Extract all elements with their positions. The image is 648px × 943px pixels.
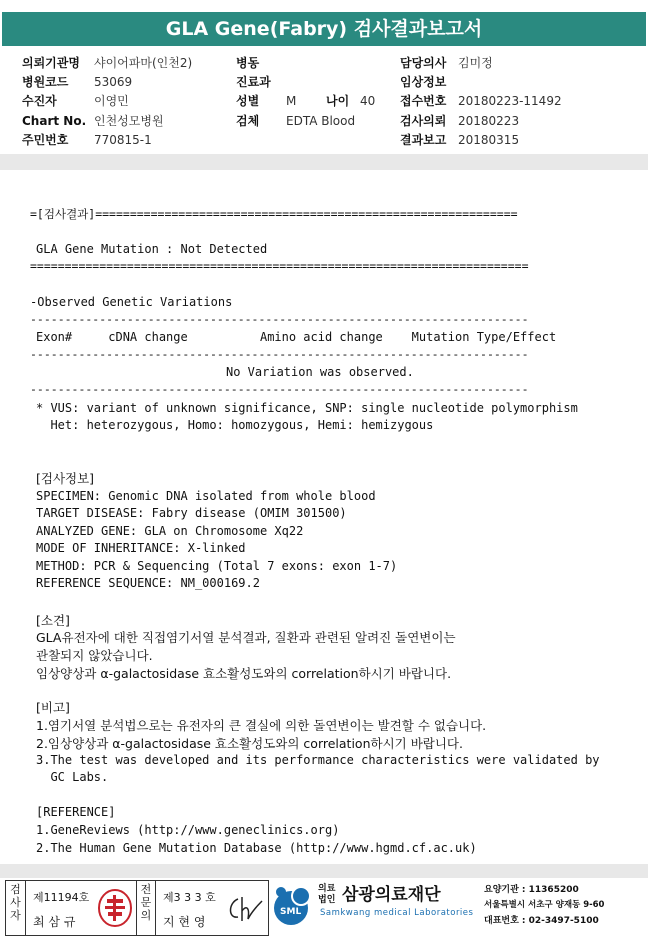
info-line: METHOD: PCR & Sequencing (Total 7 exons: exon 1-7) xyxy=(36,559,398,573)
specialist-label: 전문의 xyxy=(136,881,156,935)
info-row xyxy=(400,73,458,91)
info-row xyxy=(22,131,152,149)
variation-table-header: Exon# cDNA change Amino acid change Mutation Type/Effect xyxy=(36,330,557,344)
info-row xyxy=(400,92,562,110)
info-row xyxy=(22,73,132,91)
info-value: EDTA Blood xyxy=(286,114,356,128)
info-value: 53069 xyxy=(94,75,133,89)
info-line: TARGET DISEASE: Fabry disease (OMIM 301500) xyxy=(36,506,347,520)
info-row xyxy=(22,54,192,72)
info-label: 의뢰기관명 xyxy=(22,56,80,70)
section-header-opinion: [소견] xyxy=(36,613,70,628)
section-header-note: [비고] xyxy=(36,700,70,715)
report-title: GLA Gene(Fabry) 검사결과보고서 xyxy=(2,12,646,46)
dash-rule: ------------------------------------------------------------------------ xyxy=(30,312,529,326)
report-body xyxy=(0,170,648,864)
double-rule: ======================================================================== xyxy=(30,259,529,273)
info-line: REFERENCE SEQUENCE: NM_000169.2 xyxy=(36,576,260,590)
opinion-line: GLA유전자에 대한 직접염기서열 분석결과, 질환과 관련된 알려진 돌연변이는 xyxy=(36,630,456,645)
opinion-line: 임상양상과 α-galactosidase 효소활성도와의 correlation하시기 바랍니다. xyxy=(36,666,452,681)
examiner-label: 검사자 xyxy=(6,881,26,935)
footnote: Het: heterozygous, Homo: homozygous, Hemi: hemizygous xyxy=(36,418,434,432)
org-prefix-2: 법인 xyxy=(318,895,336,905)
info-row xyxy=(236,54,286,72)
mutation-result: GLA Gene Mutation : Not Detected xyxy=(36,242,268,256)
note-line: 3.The test was developed and its performance characteristics were validated by xyxy=(36,753,600,767)
reference-line: 2.The Human Gene Mutation Database (http://www.hgmd.cf.ac.uk) xyxy=(36,841,477,855)
examiner-seal-icon xyxy=(96,887,134,929)
info-line: MODE OF INHERITANCE: X-linked xyxy=(36,541,246,555)
org-address: 서울특별시 서초구 양재동 9-60 xyxy=(484,900,605,910)
specialist-signature-icon xyxy=(224,891,264,927)
info-line: ANALYZED GENE: GLA on Chromosome Xq22 xyxy=(36,524,304,538)
sml-logo-text: SML xyxy=(280,907,302,917)
reference-line: 1.GeneReviews (http://www.geneclinics.org) xyxy=(36,823,340,837)
info-label: Chart No. xyxy=(22,114,87,128)
info-label: 주민번호 xyxy=(22,133,69,147)
dash-rule: ------------------------------------------------------------------------ xyxy=(30,347,529,361)
info-value: 샤이어파마(인천2) xyxy=(94,56,193,70)
info-value: 20180315 xyxy=(458,133,520,147)
note-line: 1.염기서열 분석법으로는 유전자의 큰 결실에 의한 돌연변이는 발견할 수 없습니다. xyxy=(36,718,487,733)
info-label: 수진자 xyxy=(22,94,57,108)
info-value: 김미정 xyxy=(458,56,493,70)
info-label: 검체 xyxy=(236,114,260,128)
report-footer xyxy=(0,878,648,943)
dash-rule: ------------------------------------------------------------------------ xyxy=(30,382,529,396)
info-label: 병원코드 xyxy=(22,75,69,89)
sml-logo-icon xyxy=(271,882,315,930)
info-value: 20180223 xyxy=(458,114,520,128)
section-header-reference: [REFERENCE] xyxy=(36,805,116,819)
org-phone: 대표번호 : 02-3497-5100 xyxy=(484,916,599,926)
info-row xyxy=(400,131,519,149)
info-row xyxy=(22,112,164,130)
specialist-license: 제3 3 3 호 xyxy=(163,891,216,904)
info-row xyxy=(236,73,286,91)
info-label: 진료과 xyxy=(236,75,271,89)
info-label: 접수번호 xyxy=(400,94,447,108)
info-label: 결과보고 xyxy=(400,133,447,147)
info-value: 인천성모병원 xyxy=(94,114,164,128)
info-line: SPECIMEN: Genomic DNA isolated from whole blood xyxy=(36,489,376,503)
info-label: 병동 xyxy=(236,56,260,70)
info-value: 20180223-11492 xyxy=(458,94,562,108)
title-bar xyxy=(0,0,648,52)
info-row xyxy=(22,92,129,110)
footer-separator xyxy=(0,864,648,878)
info-row xyxy=(236,92,296,110)
info-value: 이영민 xyxy=(94,94,129,108)
info-row xyxy=(400,112,519,130)
age-label: 나이 xyxy=(326,94,350,108)
info-value: 770815-1 xyxy=(94,133,152,147)
org-name: 삼광의료재단 xyxy=(342,885,441,905)
info-label: 담당의사 xyxy=(400,56,447,70)
info-label: 검사의뢰 xyxy=(400,114,447,128)
signature-box xyxy=(5,880,269,936)
org-prefix-1: 의료 xyxy=(318,884,336,894)
opinion-line: 관찰되지 않았습니다. xyxy=(36,648,153,663)
specialist-name: 지 현 영 xyxy=(163,915,206,929)
org-prefix xyxy=(318,884,335,906)
note-line: 2.임상양상과 α-galactosidase 효소활성도와의 correlation하시기 바랍니다. xyxy=(36,736,463,751)
patient-info xyxy=(0,52,648,152)
info-value: M xyxy=(286,94,297,108)
footnote: * VUS: variant of unknown significance, SNP: single nucleotide polymorphism xyxy=(36,401,578,415)
info-label: 성별 xyxy=(236,94,260,108)
examiner-name: 최 삼 규 xyxy=(33,915,76,929)
section-header-info: [검사정보] xyxy=(36,471,95,486)
info-row xyxy=(400,54,493,72)
result-header: =[검사결과]============================================================= xyxy=(30,207,518,221)
no-variation-text: No Variation was observed. xyxy=(226,365,414,379)
age-row xyxy=(326,92,375,110)
age-value: 40 xyxy=(360,94,376,108)
org-english-name: Samkwang medical Laboratories xyxy=(320,908,474,918)
examiner-license: 제11194호 xyxy=(33,891,90,904)
note-line: GC Labs. xyxy=(36,770,109,784)
institution-code: 요양기관 : 11365200 xyxy=(484,885,579,895)
info-row xyxy=(236,112,355,130)
observed-header: -Observed Genetic Variations xyxy=(30,295,233,309)
info-label: 임상정보 xyxy=(400,75,447,89)
separator-band xyxy=(0,154,648,170)
